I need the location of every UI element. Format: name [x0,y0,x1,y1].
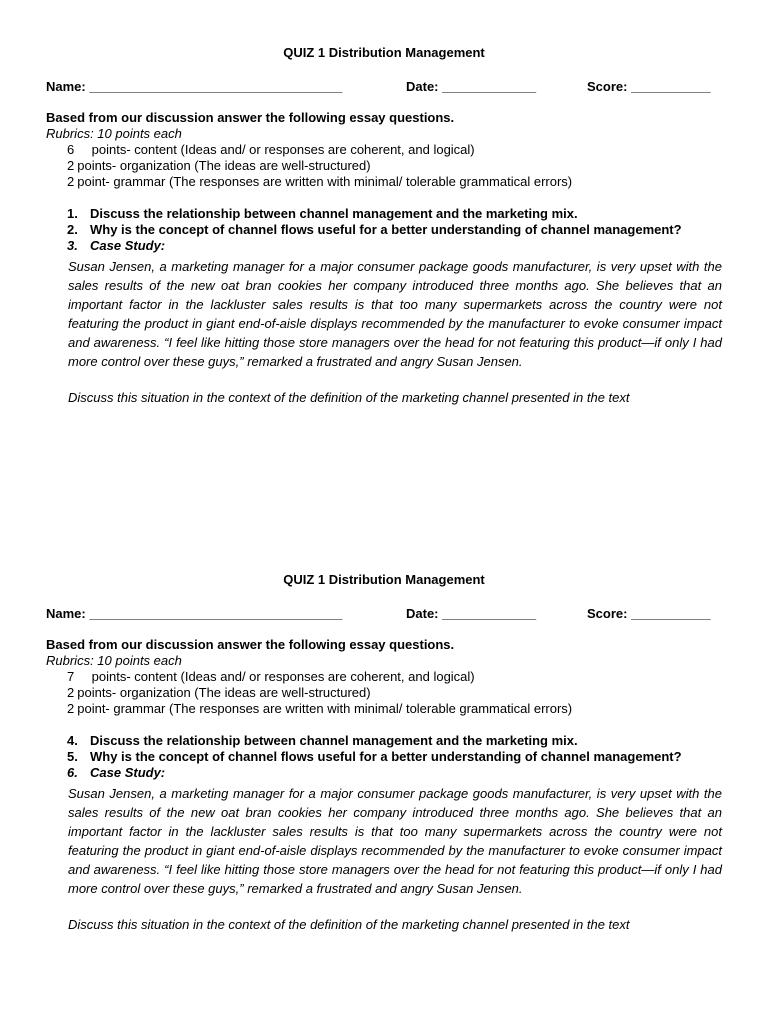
rubric-points: 7 [67,669,75,684]
score-field: Score: ___________ [587,79,711,94]
question-item [46,206,722,222]
rubrics-label: Rubrics: 10 points each [46,653,182,668]
instructions: Based from our discussion answer the following essay questions. [46,110,455,125]
rubric-points: 2 [67,701,75,716]
question-list [46,206,722,254]
rubric-item-grammar [46,701,722,717]
date-field: Date: _____________ [406,606,537,621]
question-item [46,238,722,254]
rubric-text: points- organization (The ideas are well-structured) [77,158,371,173]
quiz-section-1 [46,45,722,406]
discussion-prompt: Discuss this situation in the context of the definition of the marketing channel presented in the text [68,917,630,932]
question-number: 3. [67,238,78,253]
instructions: Based from our discussion answer the following essay questions. [46,637,455,652]
question-text: Case Study: [90,238,166,253]
question-number: 1. [67,206,78,221]
case-study-text: Susan Jensen, a marketing manager for a major consumer package goods manufacturer, is very upset with the sales results of the new oat bran cookies her company introduced three months ago. She believes that an important factor in the lackluster sales results is that too many supermarkets across the country were not featuring the product in giant end-of-aisle displays recommended by the manufacturer to evoke consumer impact and awareness. “I feel like hitting those store managers over the head for not featuring this product—if only I had more control over these guys,” remarked a frustrated and angry Susan Jensen. [68,786,722,896]
name-field: Name: ___________________________________ [46,79,343,94]
question-text: Discuss the relationship between channel management and the marketing mix. [90,733,578,748]
rubric-points: 6 [67,142,75,157]
question-number: 5. [67,749,78,764]
quiz-title: QUIZ 1 Distribution Management [283,45,485,60]
student-info-row [46,79,722,95]
rubric-item-content [46,142,722,158]
rubric-text: point- grammar (The responses are written with minimal/ tolerable grammatical errors) [77,174,573,189]
question-text: Why is the concept of channel flows useful for a better understanding of channel management? [90,749,682,764]
rubric-text: point- grammar (The responses are written with minimal/ tolerable grammatical errors) [77,701,573,716]
rubric-points: 2 [67,174,75,189]
rubric-points: 2 [67,685,75,700]
question-number: 4. [67,733,78,748]
rubric-text: points- organization (The ideas are well-structured) [77,685,371,700]
question-list [46,733,722,781]
question-number: 2. [67,222,78,237]
rubric-item-content [46,669,722,685]
question-item [46,733,722,749]
question-item [46,765,722,781]
question-number: 6. [67,765,78,780]
question-text: Discuss the relationship between channel management and the marketing mix. [90,206,578,221]
rubrics-label: Rubrics: 10 points each [46,126,182,141]
question-text: Case Study: [90,765,166,780]
quiz-section-2 [46,572,722,933]
quiz-title: QUIZ 1 Distribution Management [283,572,485,587]
rubric-text: points- content (Ideas and/ or responses are coherent, and logical) [91,142,475,157]
rubric-item-grammar [46,174,722,190]
question-text: Why is the concept of channel flows useful for a better understanding of channel management? [90,222,682,237]
rubric-item-organization [46,158,722,174]
score-field: Score: ___________ [587,606,711,621]
rubric-item-organization [46,685,722,701]
discussion-prompt: Discuss this situation in the context of the definition of the marketing channel presented in the text [68,390,630,405]
student-info-row [46,606,722,622]
rubric-text: points- content (Ideas and/ or responses are coherent, and logical) [91,669,475,684]
case-study-text: Susan Jensen, a marketing manager for a major consumer package goods manufacturer, is very upset with the sales results of the new oat bran cookies her company introduced three months ago. She believes that an important factor in the lackluster sales results is that too many supermarkets across the country were not featuring the product in giant end-of-aisle displays recommended by the manufacturer to evoke consumer impact and awareness. “I feel like hitting those store managers over the head for not featuring this product—if only I had more control over these guys,” remarked a frustrated and angry Susan Jensen. [68,259,722,369]
date-field: Date: _____________ [406,79,537,94]
question-item [46,222,722,238]
question-item [46,749,722,765]
name-field: Name: ___________________________________ [46,606,343,621]
rubric-points: 2 [67,158,75,173]
